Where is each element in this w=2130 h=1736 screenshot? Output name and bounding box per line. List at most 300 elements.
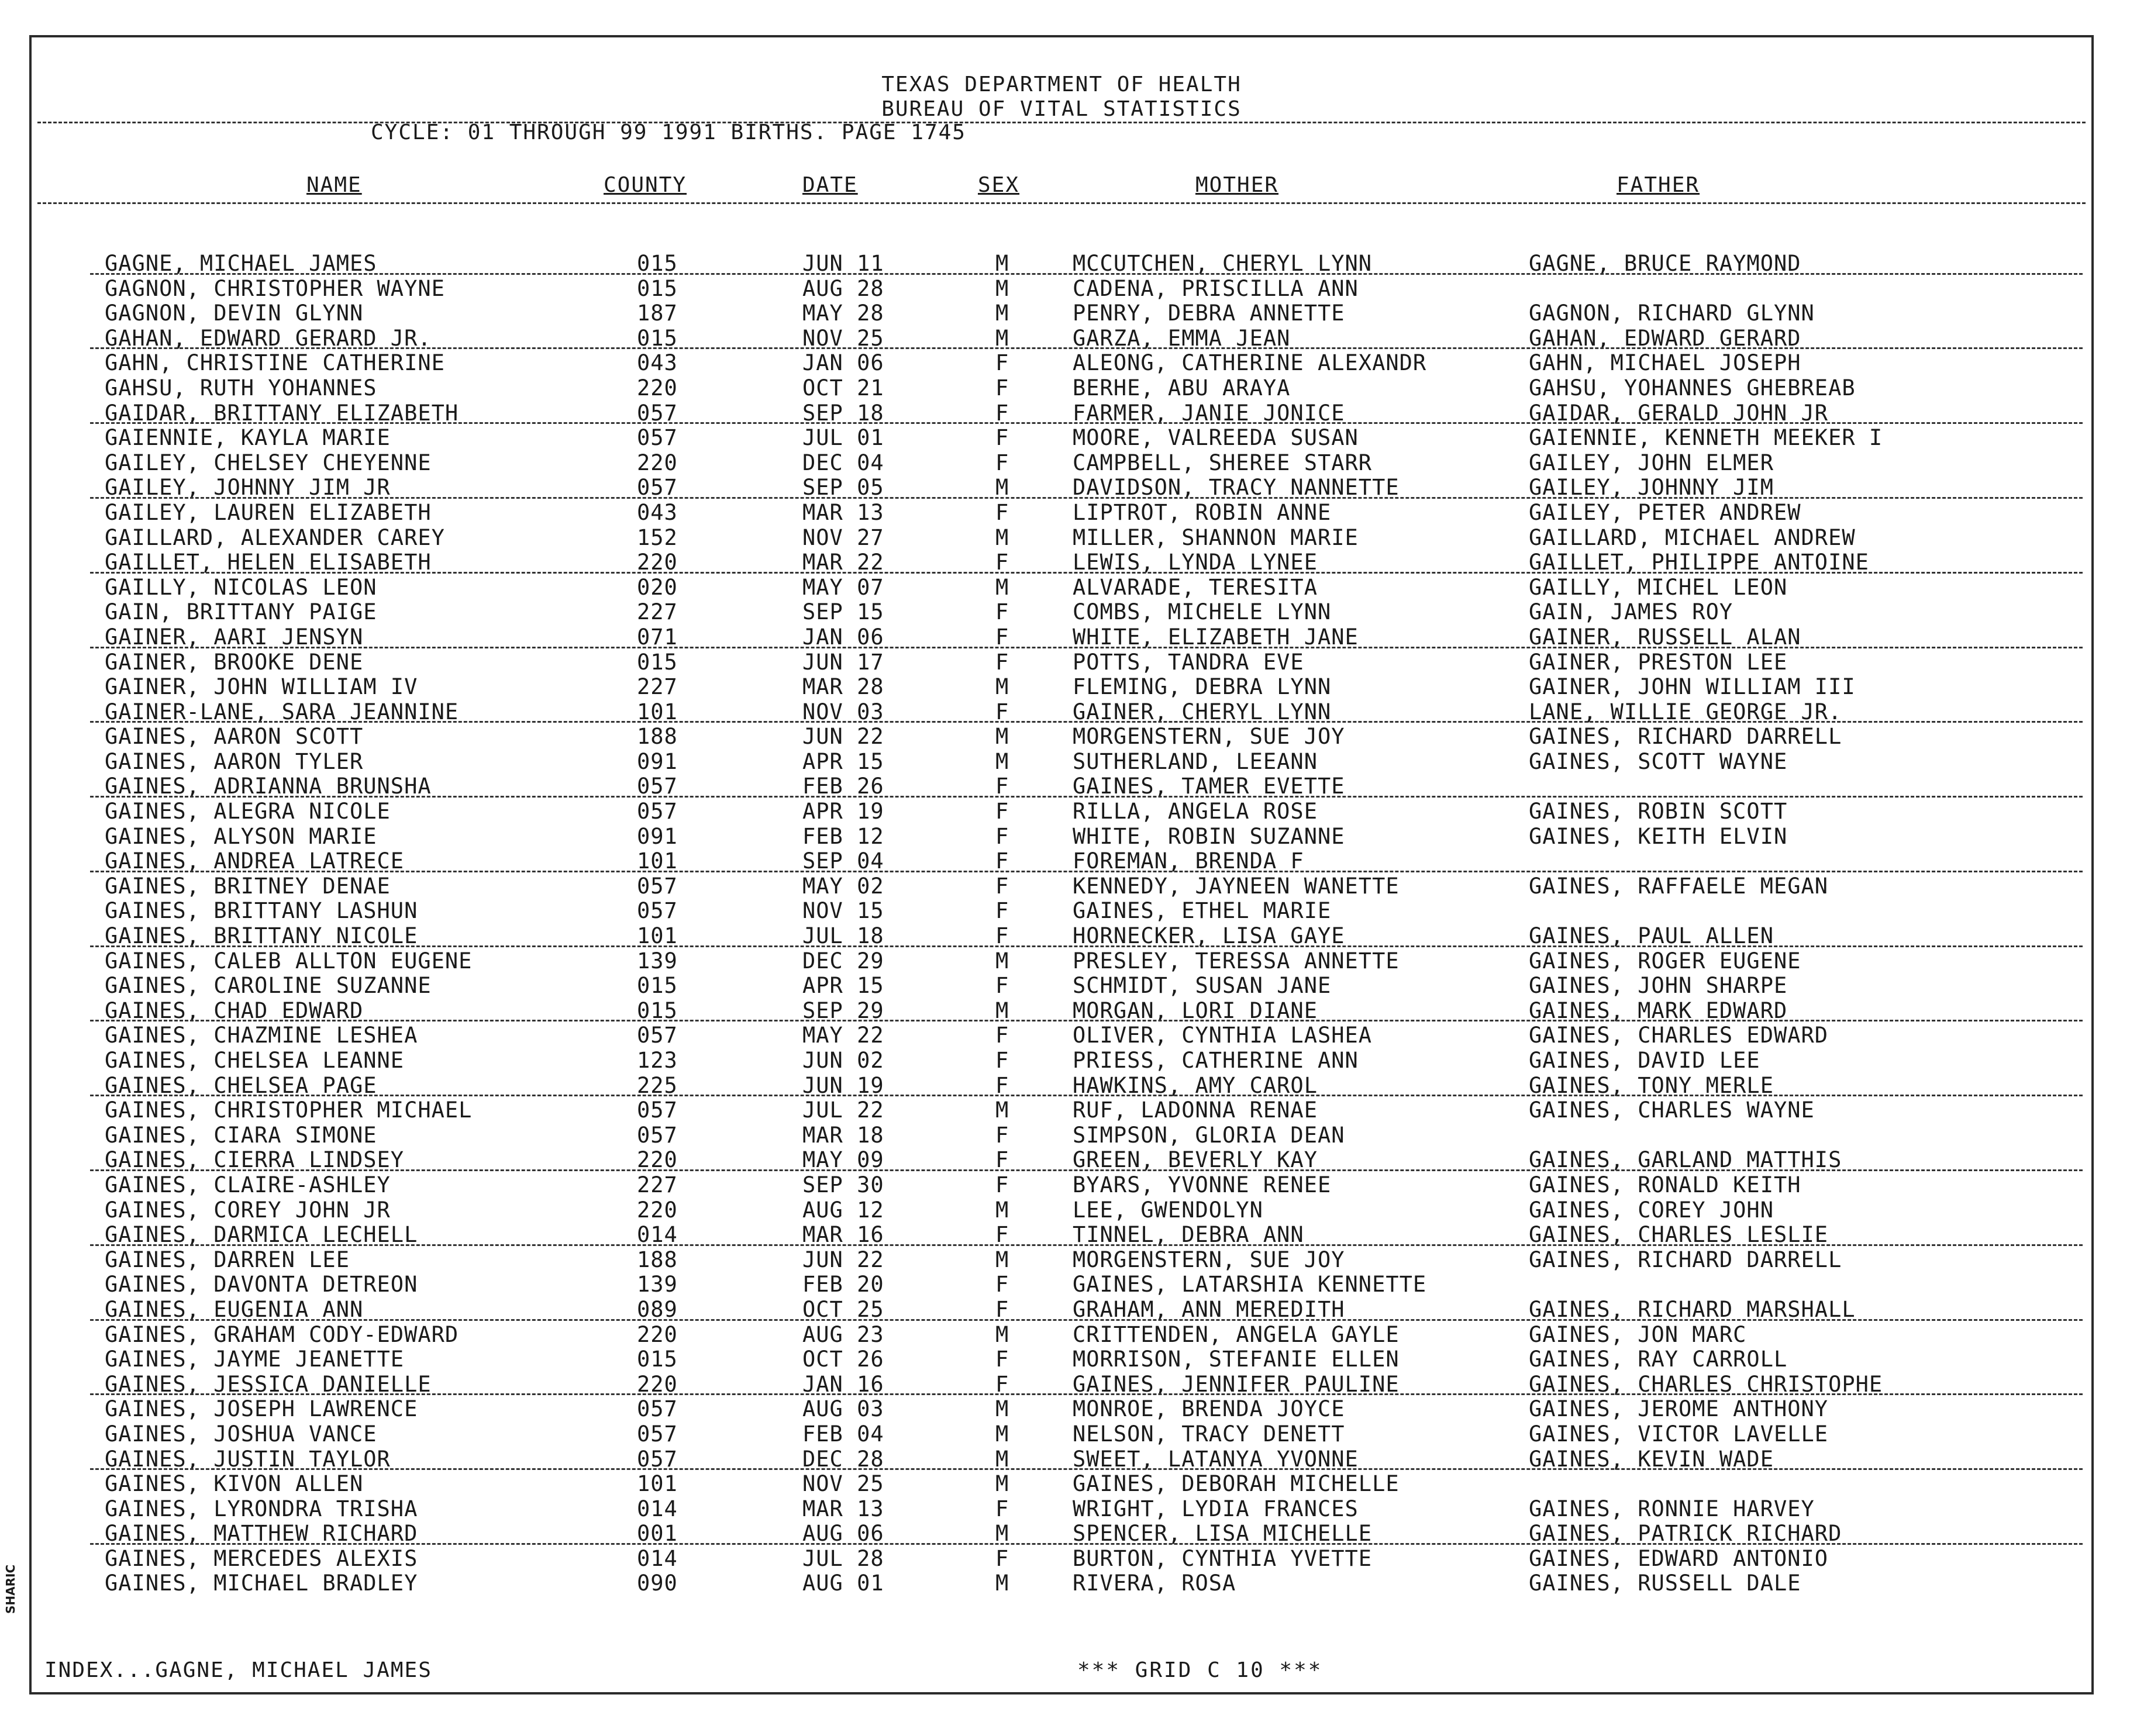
record-mother: POTTS, TANDRA EVE — [1073, 649, 1304, 675]
record-sex: F — [995, 823, 1009, 849]
record-sex: M — [995, 524, 1009, 550]
record-name: GAINES, JESSICA DANIELLE — [105, 1371, 432, 1397]
record-row — [32, 599, 2091, 624]
record-name: GAILEY, CHELSEY CHEYENNE — [105, 450, 432, 475]
record-row — [32, 1147, 2091, 1172]
record-mother: GAINES, JENNIFER PAULINE — [1073, 1371, 1400, 1397]
record-date: SEP 18 — [802, 400, 884, 426]
record-father: GAINES, CHARLES WAYNE — [1529, 1097, 1815, 1123]
record-father: GAINES, COREY JOHN — [1529, 1197, 1774, 1223]
record-father: GAINES, KEITH ELVIN — [1529, 823, 1788, 849]
record-father: GAINER, JOHN WILLIAM III — [1529, 674, 1856, 700]
record-county: 227 — [637, 599, 678, 625]
record-name: GAHSU, RUTH YOHANNES — [105, 375, 377, 401]
record-sex: F — [995, 1545, 1009, 1571]
record-father: GAGNE, BRUCE RAYMOND — [1529, 251, 1801, 276]
record-date: MAR 22 — [802, 550, 884, 575]
record-county: 057 — [637, 400, 678, 426]
record-row — [32, 1521, 2091, 1546]
record-name: GAINES, DARREN LEE — [105, 1247, 350, 1272]
record-date: DEC 29 — [802, 948, 884, 974]
record-name: GAILLY, NICOLAS LEON — [105, 574, 377, 600]
record-row — [32, 973, 2091, 998]
record-row — [32, 799, 2091, 824]
record-county: 015 — [637, 649, 678, 675]
record-sex: M — [995, 1321, 1009, 1347]
record-name: GAINES, MATTHEW RICHARD — [105, 1521, 418, 1547]
record-row — [32, 923, 2091, 948]
record-row — [32, 525, 2091, 550]
record-county: 152 — [637, 524, 678, 550]
record-row — [32, 401, 2091, 426]
column-header-rule — [37, 202, 2086, 204]
record-mother: CADENA, PRISCILLA ANN — [1073, 275, 1359, 301]
record-date: AUG 23 — [802, 1321, 884, 1347]
record-father: GAINER, PRESTON LEE — [1529, 649, 1788, 675]
record-date: OCT 25 — [802, 1296, 884, 1322]
record-name: GAINES, CIERRA LINDSEY — [105, 1147, 405, 1173]
record-sex: M — [995, 1471, 1009, 1497]
record-mother: MORGENSTERN, SUE JOY — [1073, 1247, 1345, 1272]
record-county: 015 — [637, 251, 678, 276]
record-county: 015 — [637, 998, 678, 1023]
record-date: MAY 07 — [802, 574, 884, 600]
record-father: GAINES, JEROME ANTHONY — [1529, 1396, 1829, 1422]
record-date: SEP 29 — [802, 998, 884, 1023]
record-father: GAINES, RAY CARROLL — [1529, 1347, 1788, 1372]
record-name: GAIENNIE, KAYLA MARIE — [105, 425, 391, 451]
record-sex: M — [995, 998, 1009, 1023]
record-father: GAILEY, PETER ANDREW — [1529, 499, 1801, 525]
record-row — [32, 475, 2091, 500]
record-father: GAINES, DAVID LEE — [1529, 1048, 1760, 1073]
record-mother: ALVARADE, TERESITA — [1073, 574, 1318, 600]
record-father: GAINES, CHARLES LESLIE — [1529, 1222, 1829, 1248]
record-mother: WRIGHT, LYDIA FRANCES — [1073, 1496, 1359, 1521]
record-sex: M — [995, 1421, 1009, 1447]
record-row — [32, 1347, 2091, 1372]
record-name: GAINES, LYRONDRA TRISHA — [105, 1496, 418, 1521]
record-county: 101 — [637, 699, 678, 724]
record-county: 057 — [637, 1421, 678, 1447]
record-row — [32, 1447, 2091, 1472]
record-sex: M — [995, 475, 1009, 501]
record-date: APR 15 — [802, 748, 884, 774]
record-row — [32, 624, 2091, 650]
record-row — [32, 1247, 2091, 1272]
record-sex: M — [995, 748, 1009, 774]
record-row — [32, 650, 2091, 675]
record-name: GAINES, MICHAEL BRADLEY — [105, 1571, 418, 1596]
record-name: GAILEY, JOHNNY JIM JR — [105, 475, 391, 501]
record-father: GAINES, CHARLES CHRISTOPHE — [1529, 1371, 1883, 1397]
record-sex: F — [995, 599, 1009, 625]
record-county: 220 — [637, 1197, 678, 1223]
record-name: GAINES, COREY JOHN JR — [105, 1197, 391, 1223]
record-mother: LIPTROT, ROBIN ANNE — [1073, 499, 1332, 525]
record-date: FEB 12 — [802, 823, 884, 849]
record-mother: OLIVER, CYNTHIA LASHEA — [1073, 1023, 1373, 1048]
record-mother: GREEN, BEVERLY KAY — [1073, 1147, 1318, 1173]
record-county: 091 — [637, 823, 678, 849]
record-date: JAN 16 — [802, 1371, 884, 1397]
record-name: GAINES, CIARA SIMONE — [105, 1122, 377, 1148]
record-row — [32, 724, 2091, 749]
record-name: GAINES, CHELSEA PAGE — [105, 1072, 377, 1098]
record-row — [32, 824, 2091, 849]
record-date: OCT 26 — [802, 1347, 884, 1372]
record-mother: SCHMIDT, SUSAN JANE — [1073, 973, 1332, 999]
record-name: GAINES, GRAHAM CODY-EDWARD — [105, 1321, 459, 1347]
record-mother: MORGENSTERN, SUE JOY — [1073, 724, 1345, 750]
record-sex: M — [995, 251, 1009, 276]
index-page — [29, 35, 2094, 1694]
record-county: 014 — [637, 1222, 678, 1248]
record-county: 014 — [637, 1496, 678, 1521]
record-row — [32, 1297, 2091, 1322]
record-mother: LEWIS, LYNDA LYNEE — [1073, 550, 1318, 575]
record-date: MAY 22 — [802, 1023, 884, 1048]
record-sex: F — [995, 1147, 1009, 1173]
record-county: 057 — [637, 774, 678, 799]
record-county: 090 — [637, 1571, 678, 1596]
record-name: GAINES, CLAIRE-ASHLEY — [105, 1172, 391, 1197]
record-sex: M — [995, 1396, 1009, 1422]
record-father: GAINER, RUSSELL ALAN — [1529, 624, 1801, 650]
record-county: 014 — [637, 1545, 678, 1571]
record-mother: GAINES, TAMER EVETTE — [1073, 774, 1345, 799]
record-date: MAY 09 — [802, 1147, 884, 1173]
record-name: GAINES, ADRIANNA BRUNSHA — [105, 774, 432, 799]
record-row — [32, 251, 2091, 276]
record-row — [32, 1421, 2091, 1447]
record-name: GAINES, JOSHUA VANCE — [105, 1421, 377, 1447]
record-mother: NELSON, TRACY DENETT — [1073, 1421, 1345, 1447]
record-sex: F — [995, 624, 1009, 650]
record-sex: F — [995, 1122, 1009, 1148]
record-row — [32, 1372, 2091, 1397]
record-father: GAGNON, RICHARD GLYNN — [1529, 301, 1815, 326]
record-row — [32, 898, 2091, 923]
record-row — [32, 1471, 2091, 1496]
record-county: 220 — [637, 1371, 678, 1397]
record-mother: HAWKINS, AMY CAROL — [1073, 1072, 1318, 1098]
record-sex: M — [995, 1097, 1009, 1123]
record-county: 187 — [637, 301, 678, 326]
record-name: GAINES, BRITTANY LASHUN — [105, 898, 418, 924]
record-mother: MONROE, BRENDA JOYCE — [1073, 1396, 1345, 1422]
record-name: GAINES, CALEB ALLTON EUGENE — [105, 948, 473, 974]
record-name: GAINES, CHRISTOPHER MICHAEL — [105, 1097, 473, 1123]
record-county: 101 — [637, 1471, 678, 1497]
record-sex: M — [995, 674, 1009, 700]
record-sex: M — [995, 1197, 1009, 1223]
record-mother: BURTON, CYNTHIA YVETTE — [1073, 1545, 1373, 1571]
record-date: FEB 20 — [802, 1272, 884, 1297]
record-father: GAILLARD, MICHAEL ANDREW — [1529, 524, 1856, 550]
record-father: GAILEY, JOHNNY JIM — [1529, 475, 1774, 501]
record-row — [32, 1546, 2091, 1571]
column-header-mother: MOTHER — [1195, 173, 1279, 197]
record-row — [32, 948, 2091, 974]
record-mother: RUF, LADONNA RENAE — [1073, 1097, 1318, 1123]
record-sex: F — [995, 973, 1009, 999]
record-row — [32, 1571, 2091, 1596]
record-sex: F — [995, 425, 1009, 451]
record-name: GAINES, BRITTANY NICOLE — [105, 923, 418, 949]
record-sex: F — [995, 499, 1009, 525]
record-row — [32, 998, 2091, 1023]
record-date: JUL 01 — [802, 425, 884, 451]
record-county: 015 — [637, 275, 678, 301]
record-father: GAINES, ROBIN SCOTT — [1529, 799, 1788, 824]
record-county: 057 — [637, 873, 678, 899]
record-name: GAILLARD, ALEXANDER CAREY — [105, 524, 445, 550]
column-header-date: DATE — [802, 173, 858, 197]
record-name: GAGNON, DEVIN GLYNN — [105, 301, 364, 326]
record-name: GAINES, EUGENIA ANN — [105, 1296, 364, 1322]
record-row — [32, 1322, 2091, 1347]
record-county: 057 — [637, 1122, 678, 1148]
record-date: JUN 17 — [802, 649, 884, 675]
record-mother: RIVERA, ROSA — [1073, 1571, 1236, 1596]
record-sex: F — [995, 375, 1009, 401]
record-sex: M — [995, 574, 1009, 600]
record-father: GAINES, RICHARD MARSHALL — [1529, 1296, 1856, 1322]
record-name: GAINES, JAYME JEANETTE — [105, 1347, 405, 1372]
record-father: GAINES, ROGER EUGENE — [1529, 948, 1801, 974]
record-father: GAINES, MARK EDWARD — [1529, 998, 1788, 1023]
record-mother: COMBS, MICHELE LYNN — [1073, 599, 1332, 625]
record-sex: F — [995, 1222, 1009, 1248]
record-mother: MCCUTCHEN, CHERYL LYNN — [1073, 251, 1373, 276]
record-name: GAINES, JOSEPH LAWRENCE — [105, 1396, 418, 1422]
record-father: GAIENNIE, KENNETH MEEKER I — [1529, 425, 1883, 451]
record-date: JUN 11 — [802, 251, 884, 276]
record-date: JUL 22 — [802, 1097, 884, 1123]
record-sex: F — [995, 848, 1009, 874]
record-county: 139 — [637, 948, 678, 974]
record-county: 043 — [637, 499, 678, 525]
record-father: GAINES, EDWARD ANTONIO — [1529, 1545, 1829, 1571]
record-date: APR 15 — [802, 973, 884, 999]
record-sex: M — [995, 724, 1009, 750]
record-sex: F — [995, 799, 1009, 824]
record-row — [32, 848, 2091, 874]
record-mother: MOORE, VALREEDA SUSAN — [1073, 425, 1359, 451]
record-sex: F — [995, 1496, 1009, 1521]
record-date: JUL 18 — [802, 923, 884, 949]
record-father: GAIDAR, GERALD JOHN JR — [1529, 400, 1829, 426]
record-date: AUG 12 — [802, 1197, 884, 1223]
record-date: JUN 22 — [802, 724, 884, 750]
record-name: GAILEY, LAUREN ELIZABETH — [105, 499, 432, 525]
record-date: MAR 28 — [802, 674, 884, 700]
record-date: MAY 28 — [802, 301, 884, 326]
record-row — [32, 450, 2091, 475]
record-date: MAY 02 — [802, 873, 884, 899]
grid-reference: *** GRID C 10 *** — [1077, 1658, 1323, 1682]
record-name: GAINER, JOHN WILLIAM IV — [105, 674, 418, 700]
record-date: DEC 04 — [802, 450, 884, 475]
record-county: 015 — [637, 1347, 678, 1372]
header-rule — [37, 122, 2086, 123]
record-mother: KENNEDY, JAYNEEN WANETTE — [1073, 873, 1400, 899]
record-county: 001 — [637, 1521, 678, 1547]
record-county: 227 — [637, 674, 678, 700]
record-sex: F — [995, 1048, 1009, 1073]
record-date: SEP 05 — [802, 475, 884, 501]
record-county: 057 — [637, 898, 678, 924]
record-date: NOV 15 — [802, 898, 884, 924]
record-county: 220 — [637, 375, 678, 401]
record-county: 015 — [637, 325, 678, 351]
record-row — [32, 774, 2091, 799]
record-row — [32, 699, 2091, 724]
record-father: LANE, WILLIE GEORGE JR. — [1529, 699, 1842, 724]
record-date: NOV 03 — [802, 699, 884, 724]
record-mother: FOREMAN, BRENDA F — [1073, 848, 1304, 874]
record-sex: F — [995, 1347, 1009, 1372]
record-county: 089 — [637, 1296, 678, 1322]
record-name: GAINES, DAVONTA DETREON — [105, 1272, 418, 1297]
record-mother: SWEET, LATANYA YVONNE — [1073, 1446, 1359, 1472]
record-mother: ALEONG, CATHERINE ALEXANDR — [1073, 350, 1427, 376]
record-name: GAINES, CHELSEA LEANNE — [105, 1048, 405, 1073]
record-father: GAINES, GARLAND MATTHIS — [1529, 1147, 1842, 1173]
record-name: GAINER, AARI JENSYN — [105, 624, 364, 650]
birth-records-list — [32, 251, 2091, 1596]
record-row — [32, 1073, 2091, 1098]
record-mother: GAINES, ETHEL MARIE — [1073, 898, 1332, 924]
record-mother: PENRY, DEBRA ANNETTE — [1073, 301, 1345, 326]
record-name: GAINES, CHAZMINE LESHEA — [105, 1023, 418, 1048]
record-row — [32, 375, 2091, 401]
record-date: JUN 02 — [802, 1048, 884, 1073]
record-sex: M — [995, 301, 1009, 326]
record-mother: BERHE, ABU ARAYA — [1073, 375, 1291, 401]
record-father: GAINES, RONNIE HARVEY — [1529, 1496, 1815, 1521]
record-date: JAN 06 — [802, 350, 884, 376]
record-name: GAILLET, HELEN ELISABETH — [105, 550, 432, 575]
index-reference: INDEX...GAGNE, MICHAEL JAMES — [44, 1658, 432, 1682]
record-row — [32, 301, 2091, 326]
record-row — [32, 1272, 2091, 1297]
record-mother: TINNEL, DEBRA ANN — [1073, 1222, 1304, 1248]
record-sex: F — [995, 1023, 1009, 1048]
record-father: GAHAN, EDWARD GERARD — [1529, 325, 1801, 351]
record-mother: MORRISON, STEFANIE ELLEN — [1073, 1347, 1400, 1372]
record-county: 091 — [637, 748, 678, 774]
record-date: MAR 16 — [802, 1222, 884, 1248]
record-row — [32, 350, 2091, 375]
record-mother: LEE, GWENDOLYN — [1073, 1197, 1263, 1223]
record-date: JUL 28 — [802, 1545, 884, 1571]
record-name: GAINES, DARMICA LECHELL — [105, 1222, 418, 1248]
record-row — [32, 550, 2091, 575]
record-father: GAINES, PATRICK RICHARD — [1529, 1521, 1842, 1547]
record-row — [32, 500, 2091, 525]
record-date: NOV 25 — [802, 325, 884, 351]
record-county: 020 — [637, 574, 678, 600]
record-date: SEP 04 — [802, 848, 884, 874]
record-father: GAINES, RUSSELL DALE — [1529, 1571, 1801, 1596]
record-row — [32, 276, 2091, 301]
record-county: 225 — [637, 1072, 678, 1098]
record-sex: F — [995, 1272, 1009, 1297]
record-date: MAR 13 — [802, 1496, 884, 1521]
record-sex: F — [995, 1371, 1009, 1397]
record-mother: FLEMING, DEBRA LYNN — [1073, 674, 1332, 700]
record-name: GAINES, AARON TYLER — [105, 748, 364, 774]
record-date: SEP 30 — [802, 1172, 884, 1197]
record-mother: PRIESS, CATHERINE ANN — [1073, 1048, 1359, 1073]
record-sex: M — [995, 1571, 1009, 1596]
record-county: 057 — [637, 1396, 678, 1422]
record-name: GAINES, AARON SCOTT — [105, 724, 364, 750]
record-mother: BYARS, YVONNE RENEE — [1073, 1172, 1332, 1197]
record-father: GAHSU, YOHANNES GHEBREAB — [1529, 375, 1856, 401]
record-name: GAGNON, CHRISTOPHER WAYNE — [105, 275, 445, 301]
record-county: 188 — [637, 724, 678, 750]
record-row — [32, 1097, 2091, 1123]
record-row — [32, 1172, 2091, 1197]
record-father: GAHN, MICHAEL JOSEPH — [1529, 350, 1801, 376]
record-county: 057 — [637, 799, 678, 824]
record-name: GAINER, BROOKE DENE — [105, 649, 364, 675]
record-mother: SPENCER, LISA MICHELLE — [1073, 1521, 1373, 1547]
record-sex: F — [995, 774, 1009, 799]
record-row — [32, 1023, 2091, 1048]
record-name: GAINES, CHAD EDWARD — [105, 998, 364, 1023]
record-father: GAINES, TONY MERLE — [1529, 1072, 1774, 1098]
record-sex: F — [995, 649, 1009, 675]
record-sex: F — [995, 699, 1009, 724]
record-name: GAINES, JUSTIN TAYLOR — [105, 1446, 391, 1472]
record-date: APR 19 — [802, 799, 884, 824]
record-mother: CRITTENDEN, ANGELA GAYLE — [1073, 1321, 1400, 1347]
record-mother: MORGAN, LORI DIANE — [1073, 998, 1318, 1023]
record-sex: M — [995, 1521, 1009, 1547]
record-mother: SIMPSON, GLORIA DEAN — [1073, 1122, 1345, 1148]
record-row — [32, 1222, 2091, 1247]
department-title: TEXAS DEPARTMENT OF HEALTH — [881, 73, 1242, 96]
record-sex: M — [995, 1247, 1009, 1272]
record-county: 057 — [637, 1023, 678, 1048]
record-county: 071 — [637, 624, 678, 650]
record-mother: HORNECKER, LISA GAYE — [1073, 923, 1345, 949]
record-date: AUG 06 — [802, 1521, 884, 1547]
column-header-father: FATHER — [1617, 173, 1700, 197]
record-father: GAILLY, MICHEL LEON — [1529, 574, 1788, 600]
record-name: GAINES, ALYSON MARIE — [105, 823, 377, 849]
record-father: GAINES, KEVIN WADE — [1529, 1446, 1774, 1472]
record-county: 220 — [637, 1321, 678, 1347]
record-name: GAINES, ANDREA LATRECE — [105, 848, 405, 874]
record-mother: WHITE, ELIZABETH JANE — [1073, 624, 1359, 650]
record-row — [32, 1123, 2091, 1148]
record-father: GAINES, RICHARD DARRELL — [1529, 724, 1842, 750]
record-mother: FARMER, JANIE JONICE — [1073, 400, 1345, 426]
record-county: 057 — [637, 1097, 678, 1123]
record-name: GAINES, MERCEDES ALEXIS — [105, 1545, 418, 1571]
record-sex: M — [995, 275, 1009, 301]
record-mother: SUTHERLAND, LEEANN — [1073, 748, 1318, 774]
record-county: 015 — [637, 973, 678, 999]
record-date: AUG 03 — [802, 1396, 884, 1422]
record-county: 057 — [637, 425, 678, 451]
record-county: 227 — [637, 1172, 678, 1197]
